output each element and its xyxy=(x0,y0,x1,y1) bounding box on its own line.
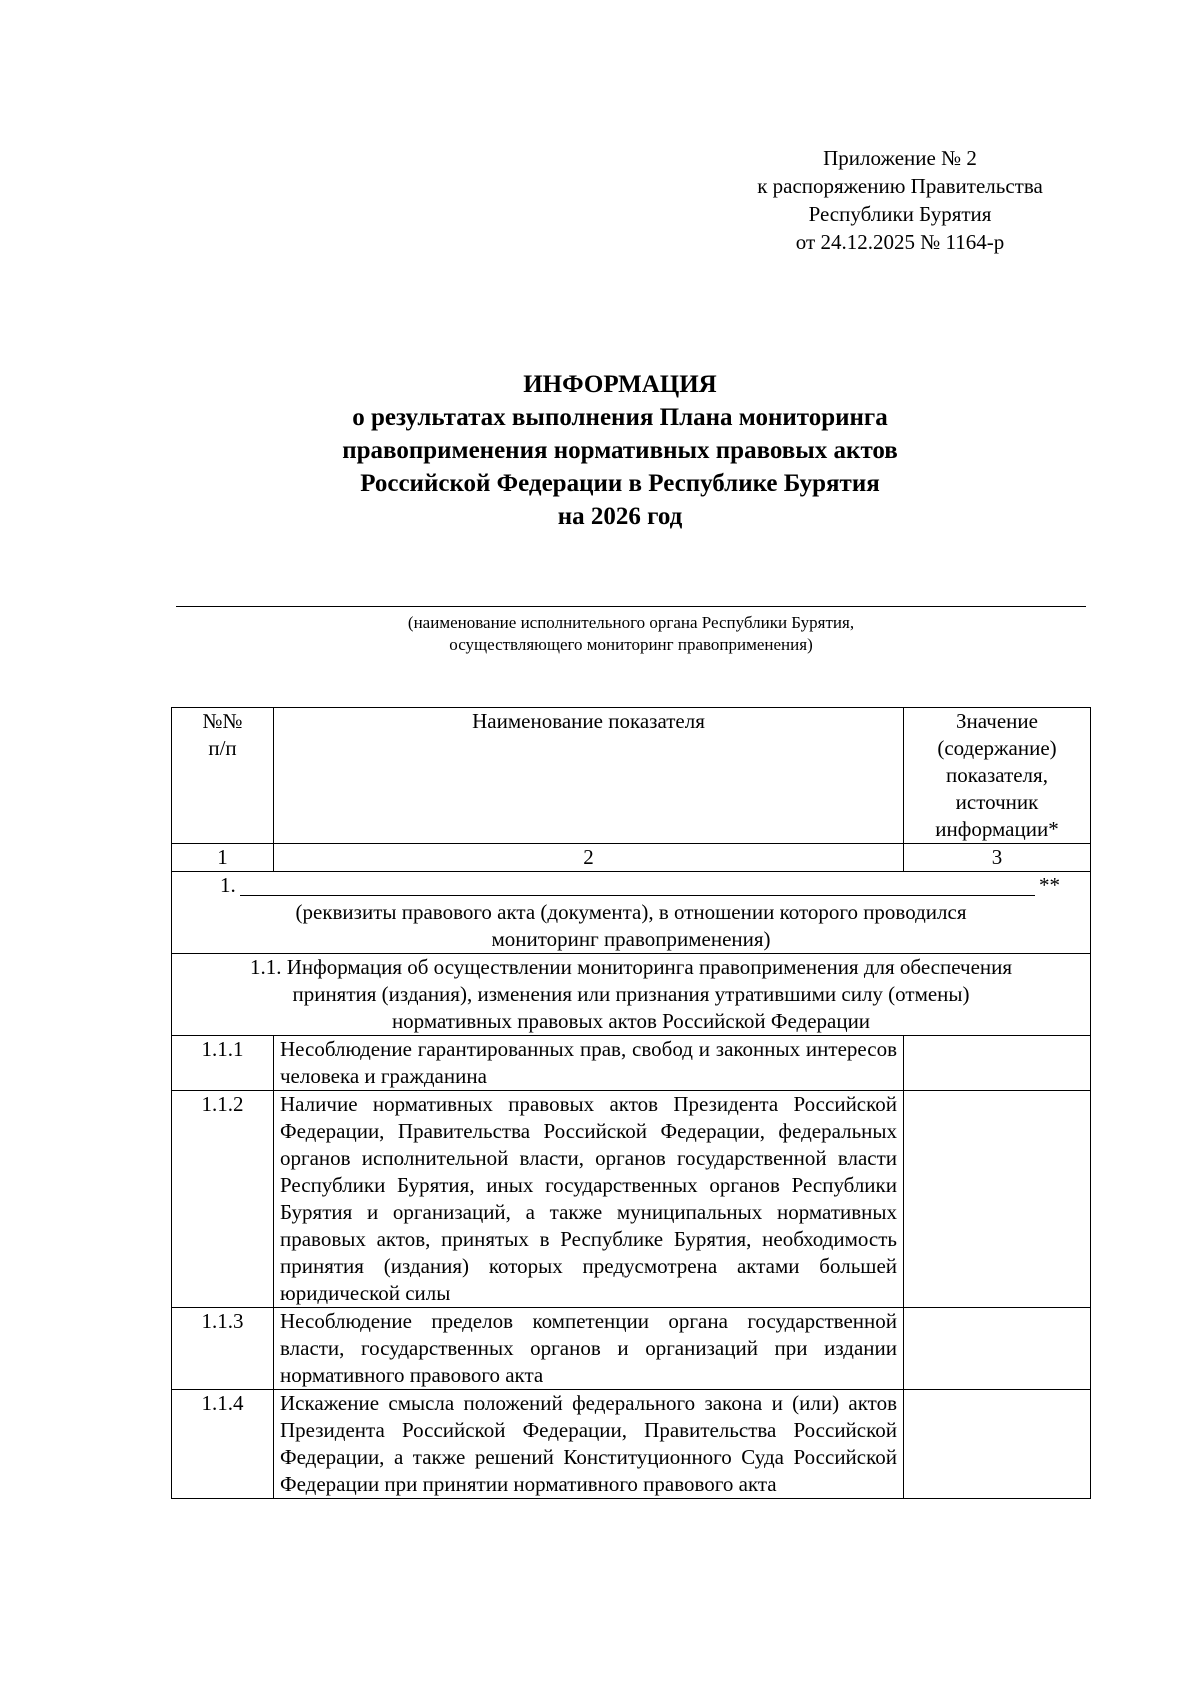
document-title xyxy=(160,368,1080,533)
indicator-name: Искажение смысла положений федерального закона и (или) актов Президента Российской Федерации, Правительства Российской Федерации, а также решений Конституционного Суда Российской Федерации при принятии нормативного правового акта xyxy=(274,1390,904,1499)
act-requisites-blank xyxy=(240,873,1035,896)
table-header-row xyxy=(172,708,1091,844)
caption-line: осуществляющего мониторинг правоприменения) xyxy=(449,635,813,654)
column-number: 2 xyxy=(274,844,904,872)
title-line: на 2026 год xyxy=(557,503,683,530)
indicator-name: Несоблюдение гарантированных прав, свобод и законных интересов человека и гражданина xyxy=(274,1036,904,1091)
subsection-line: принятия (издания), изменения или признания утратившими силу (отмены) xyxy=(292,982,970,1006)
annex-line: от 24.12.2025 № 1164-р xyxy=(795,230,1005,254)
table-row xyxy=(172,1308,1091,1390)
annex-block xyxy=(700,144,1100,256)
subsection-row xyxy=(172,954,1091,1036)
organ-name-caption xyxy=(176,612,1086,656)
title-line: о результатах выполнения Плана мониторинга xyxy=(352,404,888,431)
annex-line: Республики Бурятия xyxy=(808,202,992,226)
indicator-value xyxy=(904,1036,1091,1091)
indicator-name: Наличие нормативных правовых актов Президента Российской Федерации, Правительства Российской Федерации, федеральных органов исполнительной власти, органов государственной власти Республики Бурятия, иных государственных органов Республики Бурятия и организаций, а также муниципальных нормативных правовых актов, принятых в Республике Бурятия, необходимость принятия (издания) которых предусмотрена актами большей юридической силы xyxy=(274,1091,904,1308)
caption-line: (наименование исполнительного органа Республики Бурятия, xyxy=(407,613,855,632)
row-number: 1.1.2 xyxy=(172,1091,274,1308)
title-line: Российской Федерации в Республике Бурятия xyxy=(360,470,880,497)
annex-line: Приложение № 2 xyxy=(823,146,977,170)
header-cell-name: Наименование показателя xyxy=(274,708,904,844)
table-row xyxy=(172,1390,1091,1499)
annex-line: к распоряжению Правительства xyxy=(757,174,1043,198)
indicators-table xyxy=(171,707,1091,1499)
column-number: 3 xyxy=(904,844,1091,872)
section-act-cell xyxy=(172,872,1091,954)
subsection-cell xyxy=(172,954,1091,1036)
column-numbers-row xyxy=(172,844,1091,872)
indicator-value xyxy=(904,1390,1091,1499)
title-line: ИНФОРМАЦИЯ xyxy=(523,371,717,398)
footnote-marker: ** xyxy=(1039,873,1060,897)
table-row xyxy=(172,1091,1091,1308)
row-number: 1.1.4 xyxy=(172,1390,274,1499)
subsection-line: 1.1. Информация об осуществлении мониторинга правоприменения для обеспечения xyxy=(249,955,1013,979)
act-caption-line: (реквизиты правового акта (документа), в отношении которого проводился xyxy=(295,900,967,924)
act-caption-line: мониторинг правоприменения) xyxy=(491,927,771,951)
organ-name-line xyxy=(176,606,1086,607)
act-requisites-line xyxy=(172,872,1090,899)
indicator-value xyxy=(904,1091,1091,1308)
header-cell-value: Значение (содержание) показателя, источник информации* xyxy=(904,708,1091,844)
indicator-value xyxy=(904,1308,1091,1390)
indicator-name: Несоблюдение пределов компетенции органа государственной власти, государственных органов и организаций при издании нормативного правового акта xyxy=(274,1308,904,1390)
column-number: 1 xyxy=(172,844,274,872)
section-number: 1. xyxy=(220,873,236,897)
section-act-row xyxy=(172,872,1091,954)
subsection-line: нормативных правовых актов Российской Федерации xyxy=(391,1009,871,1033)
header-cell-number: №№ п/п xyxy=(172,708,274,844)
row-number: 1.1.1 xyxy=(172,1036,274,1091)
table-row xyxy=(172,1036,1091,1091)
title-line: правоприменения нормативных правовых актов xyxy=(342,437,898,464)
row-number: 1.1.3 xyxy=(172,1308,274,1390)
